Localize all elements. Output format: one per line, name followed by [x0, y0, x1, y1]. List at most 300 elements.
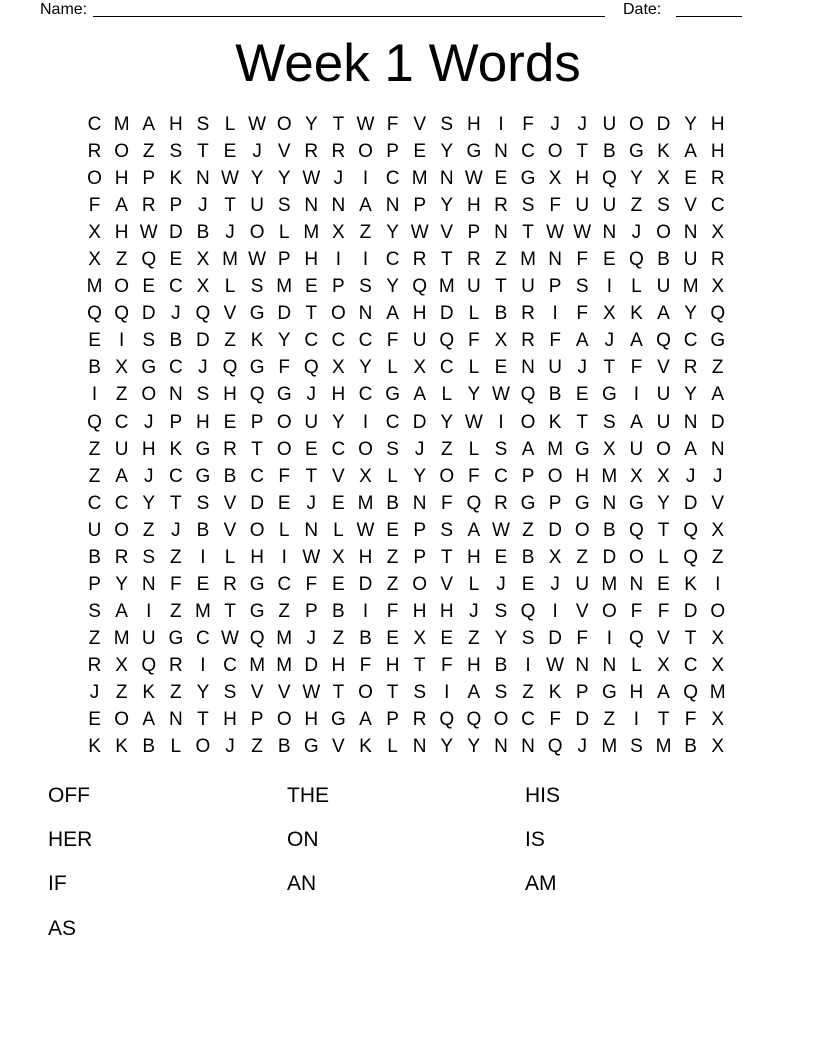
grid-letter: R — [87, 141, 102, 163]
grid-letter: I — [362, 600, 369, 622]
grid-letter: O — [276, 438, 292, 460]
word-list-item: HIS — [525, 783, 561, 807]
grid-letter: D — [683, 600, 698, 622]
grid-letter: G — [168, 627, 184, 649]
grid-letter: V — [277, 682, 291, 703]
grid-letter: T — [684, 627, 697, 649]
grid-letter: J — [225, 222, 235, 244]
grid-letter: R — [331, 141, 346, 163]
grid-letter: J — [469, 600, 479, 622]
grid-letter: I — [362, 168, 369, 190]
grid-letter: C — [114, 411, 129, 433]
grid-letter: T — [251, 438, 263, 460]
grid-letter: D — [548, 627, 562, 649]
grid-letter: H — [304, 709, 319, 731]
grid-letter: O — [520, 411, 536, 433]
grid-letter: U — [683, 249, 698, 271]
grid-letter: Y — [440, 736, 454, 758]
grid-letter: E — [277, 492, 291, 514]
grid-letter: W — [491, 519, 510, 541]
grid-letter: M — [113, 114, 130, 136]
grid-letter: N — [629, 573, 644, 595]
grid-letter: U — [304, 411, 319, 433]
grid-letter: D — [575, 709, 590, 731]
grid-letter: M — [438, 276, 455, 298]
grid-letter: X — [359, 465, 372, 487]
grid-letter: D — [358, 573, 373, 595]
grid-letter: M — [601, 736, 618, 758]
grid-letter: F — [684, 709, 697, 731]
grid-letter: C — [683, 654, 698, 676]
grid-letter: A — [413, 384, 427, 406]
grid-letter: O — [249, 222, 265, 244]
grid-letter: Z — [711, 357, 724, 379]
grid-letter: J — [550, 573, 560, 595]
grid-letter: A — [630, 411, 643, 433]
grid-letter: C — [385, 411, 400, 433]
grid-letter: G — [574, 492, 590, 514]
grid-letter: O — [710, 600, 726, 622]
grid-letter: H — [439, 600, 454, 622]
grid-letter: S — [169, 141, 183, 163]
grid-letter: R — [521, 303, 535, 325]
grid-letter: V — [657, 627, 670, 649]
grid-letter: I — [498, 114, 504, 136]
grid-letter: V — [223, 492, 237, 514]
grid-letter: T — [657, 519, 670, 541]
grid-letter: J — [225, 736, 235, 758]
grid-letter: E — [88, 330, 101, 352]
grid-letter: P — [332, 276, 345, 298]
grid-letter: K — [169, 438, 183, 460]
grid-letter: S — [196, 384, 210, 406]
grid-letter: Q — [87, 303, 102, 325]
grid-letter: H — [466, 654, 481, 676]
grid-letter: P — [304, 600, 318, 622]
grid-letter: U — [521, 276, 535, 298]
grid-letter: P — [277, 249, 291, 271]
grid-letter: M — [411, 168, 428, 190]
grid-letter: P — [386, 141, 399, 163]
grid-letter: C — [250, 465, 264, 487]
grid-letter: O — [493, 709, 509, 731]
grid-letter: W — [573, 222, 592, 244]
grid-letter: L — [631, 654, 642, 676]
grid-letter: Q — [303, 357, 319, 379]
grid-letter: U — [602, 195, 617, 217]
grid-letter: W — [356, 114, 375, 136]
grid-letter: Y — [277, 330, 291, 352]
word-list-item: AS — [48, 916, 77, 940]
grid-letter: E — [142, 276, 156, 298]
grid-letter: O — [574, 519, 590, 541]
grid-letter: K — [548, 411, 562, 433]
grid-letter: X — [711, 627, 725, 649]
grid-letter: D — [168, 222, 183, 244]
grid-letter: C — [521, 141, 535, 163]
grid-letter: Y — [467, 384, 481, 406]
grid-letter: P — [413, 195, 427, 217]
grid-letter: S — [494, 600, 508, 622]
grid-letter: Y — [413, 465, 427, 487]
grid-letter: B — [386, 492, 399, 514]
grid-letter: F — [468, 330, 480, 352]
grid-letter: T — [495, 276, 507, 298]
grid-letter: Z — [88, 438, 101, 460]
grid-letter: M — [655, 736, 672, 758]
grid-letter: Z — [115, 682, 128, 703]
grid-letter: Q — [683, 519, 698, 541]
grid-letter: Z — [278, 600, 290, 622]
grid-letter: F — [278, 357, 290, 379]
grid-letter: C — [277, 573, 292, 595]
grid-letter: I — [715, 573, 721, 595]
grid-letter: T — [603, 357, 616, 379]
grid-letter: M — [520, 249, 536, 271]
grid-letter: J — [414, 438, 425, 460]
grid-letter: S — [521, 627, 535, 649]
grid-letter: I — [633, 709, 640, 731]
grid-letter: D — [412, 411, 427, 433]
grid-letter: H — [575, 168, 590, 190]
grid-letter: Z — [576, 546, 589, 568]
grid-letter: I — [362, 249, 369, 271]
grid-letter: C — [358, 330, 373, 352]
grid-letter: U — [250, 195, 264, 217]
grid-letter: C — [196, 627, 210, 649]
grid-letter: R — [412, 709, 427, 731]
grid-letter: J — [89, 682, 100, 703]
grid-letter: C — [114, 492, 129, 514]
grid-letter: N — [168, 384, 183, 406]
grid-letter: I — [498, 411, 504, 433]
grid-letter: G — [466, 141, 482, 163]
grid-letter: G — [276, 384, 292, 406]
grid-letter: Z — [142, 519, 155, 541]
date-blank-line — [676, 16, 742, 17]
grid-letter: A — [657, 682, 670, 703]
grid-letter: Y — [359, 357, 372, 379]
grid-letter: T — [576, 411, 589, 433]
grid-letter: Q — [222, 357, 238, 379]
grid-letter: P — [169, 411, 183, 433]
grid-letter: X — [602, 438, 616, 460]
grid-letter: H — [223, 709, 237, 731]
grid-letter: I — [200, 546, 206, 568]
grid-letter: Q — [629, 519, 644, 541]
grid-letter: H — [412, 303, 427, 325]
grid-letter: M — [113, 627, 130, 649]
grid-letter: M — [601, 573, 618, 595]
grid-letter: E — [494, 357, 508, 379]
grid-letter: R — [223, 573, 237, 595]
grid-letter: I — [146, 600, 152, 622]
grid-letter: H — [168, 114, 183, 136]
grid-letter: M — [249, 654, 266, 676]
grid-letter: P — [386, 709, 399, 731]
grid-letter: G — [141, 357, 157, 379]
grid-letter: X — [88, 249, 101, 271]
grid-letter: F — [576, 627, 589, 649]
grid-letter: J — [171, 519, 181, 541]
grid-letter: J — [252, 141, 262, 163]
grid-letter: Z — [115, 249, 128, 271]
grid-letter: G — [195, 465, 211, 487]
grid-letter: S — [142, 330, 156, 352]
grid-letter: G — [249, 357, 265, 379]
grid-letter: E — [494, 546, 508, 568]
page-title: Week 1 Words — [235, 34, 581, 93]
grid-letter: I — [633, 384, 640, 406]
grid-letter: Z — [386, 546, 399, 568]
grid-letter: G — [249, 600, 265, 622]
grid-letter: K — [142, 682, 156, 703]
grid-letter: T — [386, 682, 399, 703]
grid-letter: U — [412, 330, 427, 352]
grid-letter: O — [439, 465, 455, 487]
grid-letter: G — [249, 573, 265, 595]
grid-letter: O — [656, 438, 671, 460]
grid-letter: V — [277, 141, 291, 163]
grid-letter: E — [169, 249, 183, 271]
grid-letter: Q — [710, 303, 726, 325]
grid-letter: J — [577, 114, 587, 136]
grid-letter: S — [277, 195, 291, 217]
grid-letter: B — [657, 249, 670, 271]
grid-letter: Q — [141, 249, 157, 271]
grid-letter: U — [629, 438, 644, 460]
grid-letter: E — [602, 249, 616, 271]
grid-letter: Y — [657, 492, 670, 514]
grid-letter: X — [413, 357, 427, 379]
grid-letter: D — [602, 546, 617, 568]
grid-letter: E — [196, 573, 210, 595]
grid-letter: B — [521, 546, 535, 568]
grid-letter: Q — [439, 709, 455, 731]
grid-letter: O — [601, 600, 617, 622]
grid-letter: B — [359, 627, 372, 649]
grid-letter: Z — [440, 438, 453, 460]
grid-letter: C — [331, 330, 346, 352]
grid-letter: H — [304, 249, 319, 271]
grid-letter: A — [684, 141, 697, 163]
grid-letter: W — [546, 222, 565, 244]
grid-letter: J — [496, 573, 506, 595]
grid-letter: X — [88, 222, 101, 244]
grid-letter: N — [494, 222, 508, 244]
grid-letter: V — [711, 492, 725, 514]
grid-letter: B — [169, 330, 183, 352]
grid-letter: G — [303, 736, 319, 758]
grid-letter: B — [277, 736, 291, 758]
grid-letter: L — [468, 573, 480, 595]
grid-letter: P — [142, 168, 156, 190]
grid-letter: P — [88, 573, 101, 595]
grid-letter: Y — [630, 168, 643, 190]
grid-letter: P — [548, 492, 562, 514]
grid-letter: J — [143, 465, 154, 487]
grid-letter: Y — [386, 222, 399, 244]
grid-letter: Y — [440, 141, 454, 163]
grid-letter: L — [278, 222, 290, 244]
grid-letter: C — [710, 195, 725, 217]
grid-letter: T — [332, 114, 345, 136]
grid-letter: X — [332, 357, 345, 379]
grid-letter: W — [302, 682, 321, 703]
grid-letter: B — [494, 303, 508, 325]
grid-letter: H — [196, 411, 210, 433]
grid-letter: R — [168, 654, 183, 676]
grid-letter: G — [331, 709, 346, 731]
grid-letter: N — [304, 519, 319, 541]
grid-letter: H — [385, 654, 400, 676]
grid-letter: J — [306, 492, 317, 514]
grid-letter: Q — [466, 492, 482, 514]
grid-letter: H — [114, 222, 129, 244]
grid-letter: E — [657, 573, 670, 595]
grid-letter: J — [577, 736, 587, 758]
grid-letter: O — [656, 222, 671, 244]
grid-letter: E — [332, 492, 345, 514]
grid-letter: B — [88, 357, 101, 379]
grid-letter: O — [358, 438, 373, 460]
grid-letter: A — [142, 114, 156, 136]
grid-letter: F — [278, 465, 290, 487]
grid-letter: Y — [684, 384, 697, 406]
grid-letter: N — [141, 573, 156, 595]
grid-letter: A — [684, 438, 697, 460]
grid-letter: W — [302, 168, 321, 190]
grid-letter: Q — [249, 384, 265, 406]
grid-letter: R — [412, 249, 427, 271]
grid-letter: S — [250, 276, 264, 298]
grid-letter: E — [575, 384, 589, 406]
grid-letter: P — [169, 195, 183, 217]
grid-letter: C — [168, 465, 183, 487]
word-list-item: THE — [287, 783, 329, 807]
grid-letter: V — [250, 682, 264, 703]
grid-letter: Z — [170, 682, 182, 703]
grid-letter: N — [521, 357, 535, 379]
grid-letter: O — [629, 114, 644, 136]
grid-letter: R — [494, 195, 508, 217]
grid-letter: Y — [684, 303, 697, 325]
grid-letter: Q — [439, 330, 455, 352]
grid-letter: W — [248, 249, 267, 271]
grid-letter: G — [520, 168, 536, 190]
grid-letter: M — [86, 276, 103, 298]
word-list-item: AM — [525, 872, 557, 896]
grid-letter: N — [385, 195, 400, 217]
grid-letter: A — [467, 519, 481, 541]
grid-letter: M — [357, 492, 374, 514]
word-list — [48, 773, 755, 951]
grid-letter: Y — [250, 168, 264, 190]
grid-letter: E — [684, 168, 697, 190]
grid-letter: R — [683, 357, 698, 379]
grid-letter: S — [386, 438, 399, 460]
grid-letter: S — [657, 195, 670, 217]
grid-letter: F — [170, 573, 182, 595]
grid-letter: F — [549, 195, 561, 217]
grid-letter: U — [575, 195, 590, 217]
grid-letter: N — [494, 141, 508, 163]
grid-letter: O — [412, 573, 428, 595]
grid-letter: D — [683, 492, 698, 514]
grid-letter: I — [91, 384, 98, 406]
date-label: Date: — [623, 1, 662, 18]
grid-letter: L — [658, 546, 669, 568]
grid-letter: Q — [87, 411, 102, 433]
grid-letter: X — [711, 276, 725, 298]
grid-letter: X — [657, 654, 670, 676]
grid-letter: N — [196, 168, 210, 190]
grid-letter: T — [332, 682, 345, 703]
grid-letter: X — [548, 546, 562, 568]
grid-letter: V — [657, 357, 670, 379]
grid-letter: Z — [468, 627, 480, 649]
grid-letter: F — [386, 330, 399, 352]
grid-letter: A — [359, 709, 372, 731]
grid-letter: G — [601, 384, 617, 406]
grid-letter: S — [494, 682, 508, 703]
grid-letter: M — [709, 682, 726, 703]
grid-letter: I — [552, 303, 558, 325]
grid-letter: A — [575, 330, 589, 352]
grid-letter: C — [683, 330, 698, 352]
grid-letter: U — [656, 411, 671, 433]
grid-letter: U — [141, 627, 156, 649]
grid-letter: J — [577, 357, 587, 379]
grid-letter: D — [548, 519, 562, 541]
grid-letter: C — [87, 492, 102, 514]
grid-letter: T — [224, 600, 236, 622]
grid-letter: O — [629, 546, 644, 568]
grid-letter: W — [410, 222, 429, 244]
grid-letter: K — [115, 736, 128, 758]
grid-letter: U — [114, 438, 129, 460]
grid-letter: B — [88, 546, 101, 568]
grid-letter: O — [114, 709, 130, 731]
grid-letter: B — [684, 736, 697, 758]
grid-letter: F — [549, 330, 561, 352]
grid-letter: S — [575, 276, 589, 298]
grid-letter: X — [630, 465, 643, 487]
grid-letter: O — [276, 411, 292, 433]
grid-letter: Z — [224, 330, 236, 352]
grid-letter: Q — [114, 303, 130, 325]
grid-letter: M — [547, 438, 564, 460]
grid-letter: V — [575, 600, 589, 622]
grid-letter: S — [88, 600, 101, 622]
grid-letter: J — [631, 222, 642, 244]
grid-letter: X — [602, 303, 616, 325]
grid-letter: V — [332, 465, 345, 487]
grid-letter: T — [197, 709, 209, 731]
grid-letter: J — [306, 384, 317, 406]
grid-letter: W — [248, 114, 267, 136]
grid-letter: R — [223, 438, 237, 460]
grid-letter: X — [711, 222, 725, 244]
grid-letter: N — [575, 654, 590, 676]
grid-letter: Q — [683, 546, 698, 568]
grid-letter: X — [115, 357, 128, 379]
grid-letter: N — [548, 249, 562, 271]
grid-letter: Q — [601, 168, 617, 190]
grid-letter: V — [684, 195, 697, 217]
grid-letter: A — [386, 303, 399, 325]
grid-letter: O — [114, 276, 130, 298]
